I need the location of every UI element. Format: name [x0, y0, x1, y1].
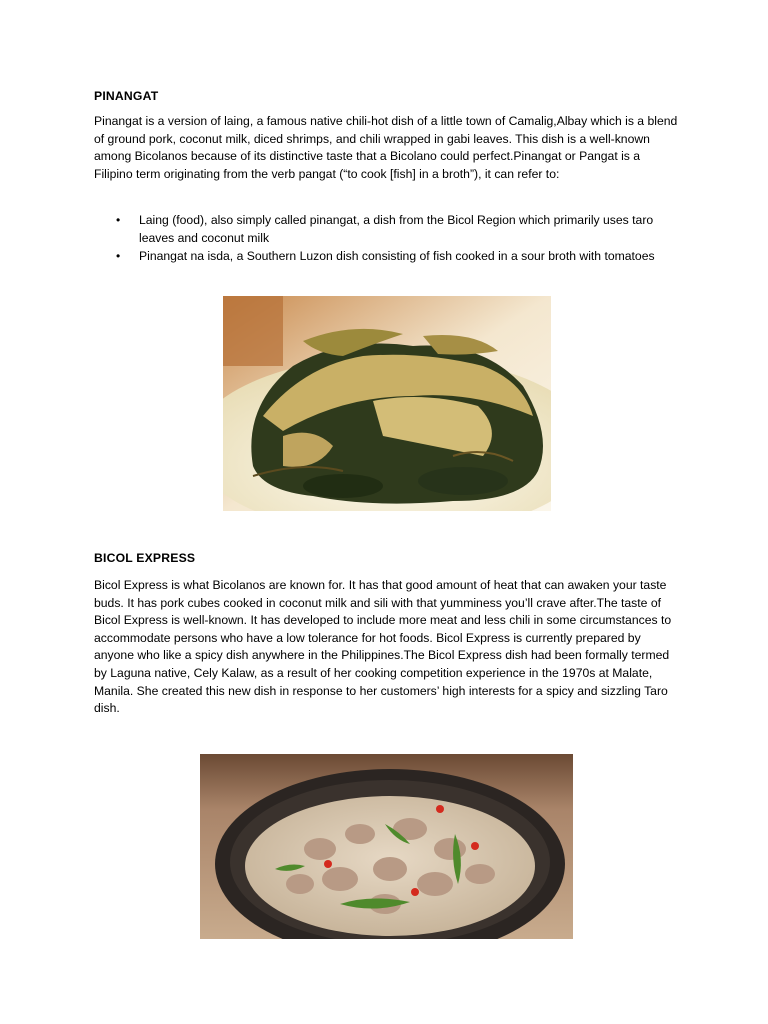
list-item [94, 248, 678, 266]
section-heading-pinangat: PINANGAT [94, 89, 159, 103]
bullet-glyph: • [116, 249, 121, 264]
pinangat-photo [223, 296, 551, 511]
bicol-express-photo [200, 754, 573, 939]
pinangat-bullet-list [94, 212, 678, 267]
pinangat-paragraph: Pinangat is a version of laing, a famous native chili-hot dish of a little town of Camalig,Albay which is a blend of ground pork, coconut milk, diced shrimps, and chili wrapped in gabi leaves. This dish is a well-known among Bicolanos because of its distinctive taste that a Bicolano could perfect.Pinangat or Pangat is a Filipino term originating from the verb pangat (“to cook [fish] in a broth”), it can refer to: [94, 114, 678, 181]
bullet-text: Laing (food), also simply called pinangat, a dish from the Bicol Region which primarily uses taro leaves and coconut milk [139, 213, 654, 245]
list-item [94, 212, 678, 247]
bullet-glyph: • [116, 213, 121, 227]
bullet-text: Pinangat na isda, a Southern Luzon dish consisting of fish cooked in a sour broth with tomatoes [139, 249, 655, 264]
bicol-express-paragraph: Bicol Express is what Bicolanos are known for. It has that good amount of heat that can awaken your taste buds. It has pork cubes cooked in coconut milk and sili with that yumminess you’ll crave after.The taste of Bicol Express is well-known. It has developed to include more meat and less chili in some circumstances to accommodate persons who have a low tolerance for hot foods. Bicol Express is currently prepared by anyone who like a spicy dish anywhere in the Philippines.The Bicol Express dish had been formally termed by Laguna native, Cely Kalaw, as a result of her cooking competition experience in the 1970s at Malate, Manila. She created this new dish in response to her customers’ high interests for a spicy and sizzling Taro dish. [94, 578, 672, 716]
section-heading-bicol-express: BICOL EXPRESS [94, 551, 196, 565]
